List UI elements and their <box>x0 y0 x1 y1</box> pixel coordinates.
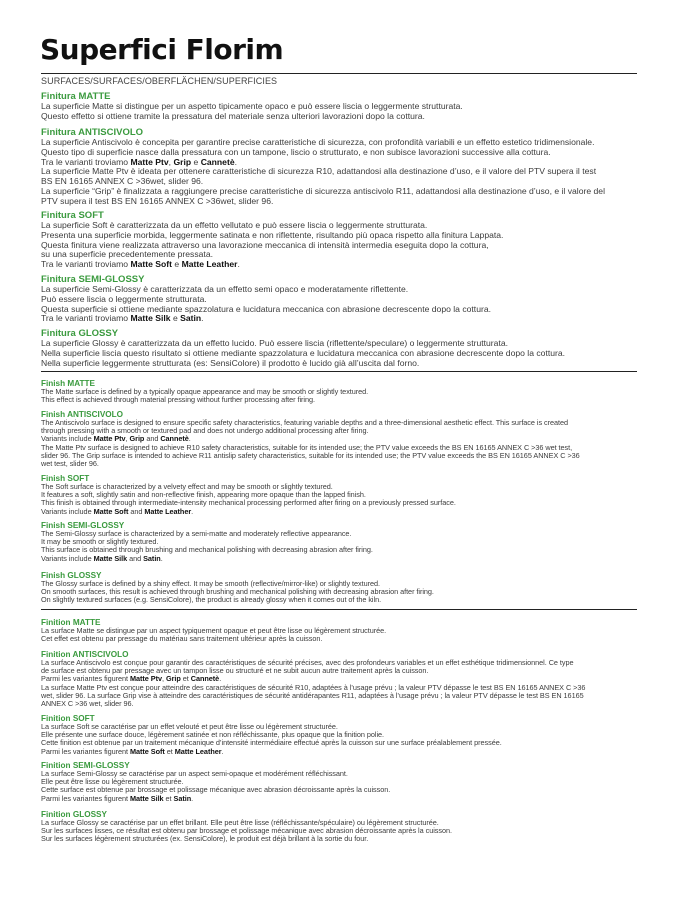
it-section-1 <box>41 92 638 122</box>
section-line: It may be smooth or slightly textured. <box>41 537 159 547</box>
fr-section-3 <box>41 714 638 756</box>
fr-section-1 <box>41 618 638 643</box>
section-line: Variants include Matte Silk and Satin. <box>41 553 163 563</box>
en-section-1 <box>41 379 638 404</box>
section-line: BS EN 16165 ANNEX C >36wet, slider 96. <box>41 176 204 187</box>
section-line: de surface est obtenu par pressage avec un tampon lisse ou structuré et ne subit aucun autre traitement après la cuisson. <box>41 666 429 676</box>
section-line: Tra le varianti troviamo Matte Silk e Satin. <box>41 313 204 324</box>
section-line: The Semi-Glossy surface is characterized by a semi-matte and moderately reflective appearance. <box>41 529 352 538</box>
section-line: Cette surface est obtenue par brossage et polissage mécanique avec abrasion décroissante après la cuisson. <box>41 785 391 795</box>
section-line: Tra le varianti troviamo Matte Soft e Matte Leather. <box>41 259 240 270</box>
section-heading: Finition GLOSSY <box>41 810 107 819</box>
section-line: Cette finition est obtenue par un traitement mécanique d’intensité intermédiaire effectué après la cuisson sur une surface préalablement pressée. <box>41 738 502 748</box>
section-line: La surface Soft se caractérise par un effet velouté et peut être lisse ou légèrement structurée. <box>41 722 338 731</box>
section-line: Parmi les variantes figurent Matte Silk et Satin. <box>41 793 194 803</box>
section-line: wet test, slider 96. <box>41 459 99 469</box>
section-line: through pressing with a smooth or textured pad and does not undergo additional processing after firing. <box>41 426 369 436</box>
section-line: On slightly textured surfaces (e.g. SensiColore), the product is already glossy when it comes out of the kiln. <box>41 595 382 605</box>
section-heading: Finish ANTISCIVOLO <box>41 410 124 419</box>
section-heading: Finition SOFT <box>41 714 95 723</box>
section-line: It features a soft, slightly satin and non-reflective finish, appearing more opaque than the lapped finish. <box>41 490 366 500</box>
section-line: La superficie Semi-Glossy è caratterizzata da un effetto semi opaco e moderatamente riflettente. <box>41 284 409 294</box>
section-line: Parmi les variantes figurent Matte Ptv, Grip et Cannetè. <box>41 674 222 684</box>
section-line: Parmi les variantes figurent Matte Soft et Matte Leather. <box>41 746 224 756</box>
section-line: PTV supera il test BS EN 16165 ANNEX C >36wet, slider 96. <box>41 195 274 206</box>
section-line: Elle présente une surface douce, légèrement satinée et non réfléchissante, plus opaque que la finition polie. <box>41 730 385 740</box>
section-line: slider 96. The Grip surface is intended to achieve R11 antislip safety characteristics, suitable for its intended use; the PTV value exceeds the BS EN 16165 ANNEX C >36 <box>41 450 580 460</box>
it-section-2 <box>41 128 638 207</box>
section-line: La surface Glossy se caractérise par un effet brillant. Elle peut être lisse (réfléchissante/spéculaire) ou légèrement structurée. <box>41 818 439 827</box>
section-line: wet, slider 96. La surface Grip vise à atteindre des caractéristiques de sécurité antidérapantes R11, adaptées à l’usage prévu ; la valeur PTV dépasse le test BS EN 16165 <box>41 690 584 700</box>
section-line: su una superficie precedentemente pressata. <box>41 249 213 260</box>
section-heading: Finish SOFT <box>41 474 90 483</box>
section-heading: Finitura ANTISCIVOLO <box>41 127 144 138</box>
fr-section-4 <box>41 761 638 803</box>
section-line: The Matte Ptv surface is designed to achieve R10 safety characteristics, suitable for its intended use; the PTV value exceeds the BS EN 16165 ANNEX C >36 wet test, <box>41 442 573 452</box>
page-title: Superfici Florim <box>40 33 284 66</box>
it-section-3 <box>41 211 638 270</box>
it-section-5 <box>41 329 638 368</box>
section-line: Cet effet est obtenu par pressage du matériau sans traitement ultérieur après la cuisson. <box>41 634 323 644</box>
section-line: Può essere liscia o leggermente strutturata. <box>41 293 207 304</box>
section-heading: Finish MATTE <box>41 379 95 388</box>
en-section-4 <box>41 521 638 563</box>
section-line: On smooth surfaces, this result is achieved through brushing and mechanical polishing with decreasing abrasion after firing. <box>41 587 434 597</box>
section-line: La superficie Matte Ptv è ideata per ottenere caratteristiche di sicurezza R10, adattandosi alla destinazione d’uso, e il valore del PTV supera il test <box>41 166 597 177</box>
fr-section-2 <box>41 650 638 708</box>
section-line: Questo tipo di superficie nasce dalla pressatura con un tampone, liscio o strutturato, e non subisce lavorazioni successive alla cottura. <box>41 146 551 157</box>
section-line: La superficie Matte si distingue per un aspetto tipicamente opaco e può essere liscia o leggermente strutturata. <box>41 101 463 111</box>
section-line: Presenta una superficie morbida, leggermente satinata e non riflettente, risultando più opaca rispetto alla finitura Lappata. <box>41 229 504 240</box>
section-line: Variants include Matte Soft and Matte Leather. <box>41 506 194 516</box>
section-line: Sur les surfaces légèrement structurées (ex. SensiColore), le produit est déjà brillant à la sortie du four. <box>41 834 369 844</box>
en-section-5 <box>41 571 638 605</box>
fr-section-5 <box>41 810 638 844</box>
section-line: Sur les surfaces lisses, ce résultat est obtenu par brossage et polissage mécanique avec abrasion décroissante après la cuisson. <box>41 826 452 836</box>
section-line: La surface Matte Ptv est conçue pour atteindre des caractéristiques de sécurité R10, adaptées à l’usage prévu ; la valeur PTV dépasse le test BS EN 16165 ANNEX C >36 <box>41 682 586 692</box>
section-line: The Glossy surface is defined by a shiny effect. It may be smooth (reflective/mirror-like) or slightly textured. <box>41 579 380 588</box>
en-section-2 <box>41 410 638 468</box>
section-heading: Finish SEMI-GLOSSY <box>41 521 125 530</box>
section-line: La surface Antiscivolo est conçue pour garantir des caractéristiques de sécurité précises, avec des profondeurs variables et un effet esthétique tridimensionnel. Ce type <box>41 658 574 667</box>
section-heading: Finition MATTE <box>41 618 101 627</box>
section-heading: Finitura SOFT <box>41 210 104 221</box>
section-line: Variants include Matte Ptv, Grip and Cannetè. <box>41 434 191 444</box>
section-line: Questa superficie si ottiene mediante spazzolatura e lucidatura meccanica con abrasione decrescente dopo la cottura. <box>41 303 492 314</box>
section-line: The Matte surface is defined by a typically opaque appearance and may be smooth or slightly textured. <box>41 387 369 396</box>
section-line: This surface is obtained through brushing and mechanical polishing with decreasing abrasion after firing. <box>41 545 373 555</box>
italian-english-divider <box>41 371 637 372</box>
section-heading: Finitura GLOSSY <box>41 328 119 339</box>
section-line: The Antiscivolo surface is designed to ensure specific safety characteristics, featuring variable depths and a three-dimensional aesthetic effect. This surface is created <box>41 418 569 427</box>
section-line: Elle peut être lisse ou légèrement structurée. <box>41 777 184 787</box>
section-line: La surface Semi-Glossy se caractérise par un aspect semi-opaque et modérément réfléchissant. <box>41 769 348 778</box>
section-heading: Finition ANTISCIVOLO <box>41 650 129 659</box>
section-line: La superficie “Grip” è finalizzata a raggiungere precise caratteristiche di sicurezza antiscivolo R11, adattandosi alla destinazione d’uso, e il valore del <box>41 185 605 196</box>
section-line: La superficie Glossy è caratterizzata da un effetto lucido. Può essere liscia (riflettente/speculare) o leggermente strutturata. <box>41 338 509 348</box>
section-heading: Finitura SEMI-GLOSSY <box>41 274 145 285</box>
section-heading: Finish GLOSSY <box>41 571 102 580</box>
section-line: This finish is obtained through intermediate-intensity mechanical processing performed after firing on a previously pressed surface. <box>41 498 456 508</box>
section-line: Nella superficie liscia questo risultato si ottiene mediante spazzolatura e lucidatura meccanica con abrasione decrescente dopo la cottura. <box>41 347 566 358</box>
section-line: Tra le varianti troviamo Matte Ptv, Grip e Cannetè. <box>41 156 237 167</box>
en-section-3 <box>41 474 638 516</box>
section-heading: Finitura MATTE <box>41 91 111 102</box>
title-divider <box>41 73 637 74</box>
section-line: ANNEX C >36 wet, slider 96. <box>41 699 134 709</box>
section-line: Questo effetto si ottiene tramite la pressatura del materiale senza ulteriori lavorazioni dopo la cottura. <box>41 110 425 121</box>
section-line: La surface Matte se distingue par un aspect typiquement opaque et peut être lisse ou légèrement structurée. <box>41 626 387 635</box>
section-line: The Soft surface is characterized by a velvety effect and may be smooth or slightly textured. <box>41 482 333 491</box>
section-line: This effect is achieved through material pressing without further processing after firing. <box>41 395 316 405</box>
section-heading: Finition SEMI-GLOSSY <box>41 761 130 770</box>
section-line: La superficie Soft è caratterizzata da un effetto vellutato e può essere liscia o leggermente strutturata. <box>41 220 428 230</box>
english-french-divider <box>41 609 637 610</box>
section-line: La superficie Antiscivolo è concepita per garantire precise caratteristiche di sicurezza, con profondità variabili e un effetto estetico tridimensionale. <box>41 137 595 147</box>
section-line: Nella superficie leggermente strutturata (es: SensiColore) il prodotto è lucido già all’uscita dal forno. <box>41 357 420 368</box>
it-section-4 <box>41 275 638 324</box>
page-subtitle: SURFACES/SURFACES/OBERFLÄCHEN/SUPERFICIES <box>41 76 278 86</box>
section-line: Questa finitura viene realizzata attraverso una lavorazione meccanica di intensità intermedia eseguita dopo la cottura, <box>41 239 489 250</box>
